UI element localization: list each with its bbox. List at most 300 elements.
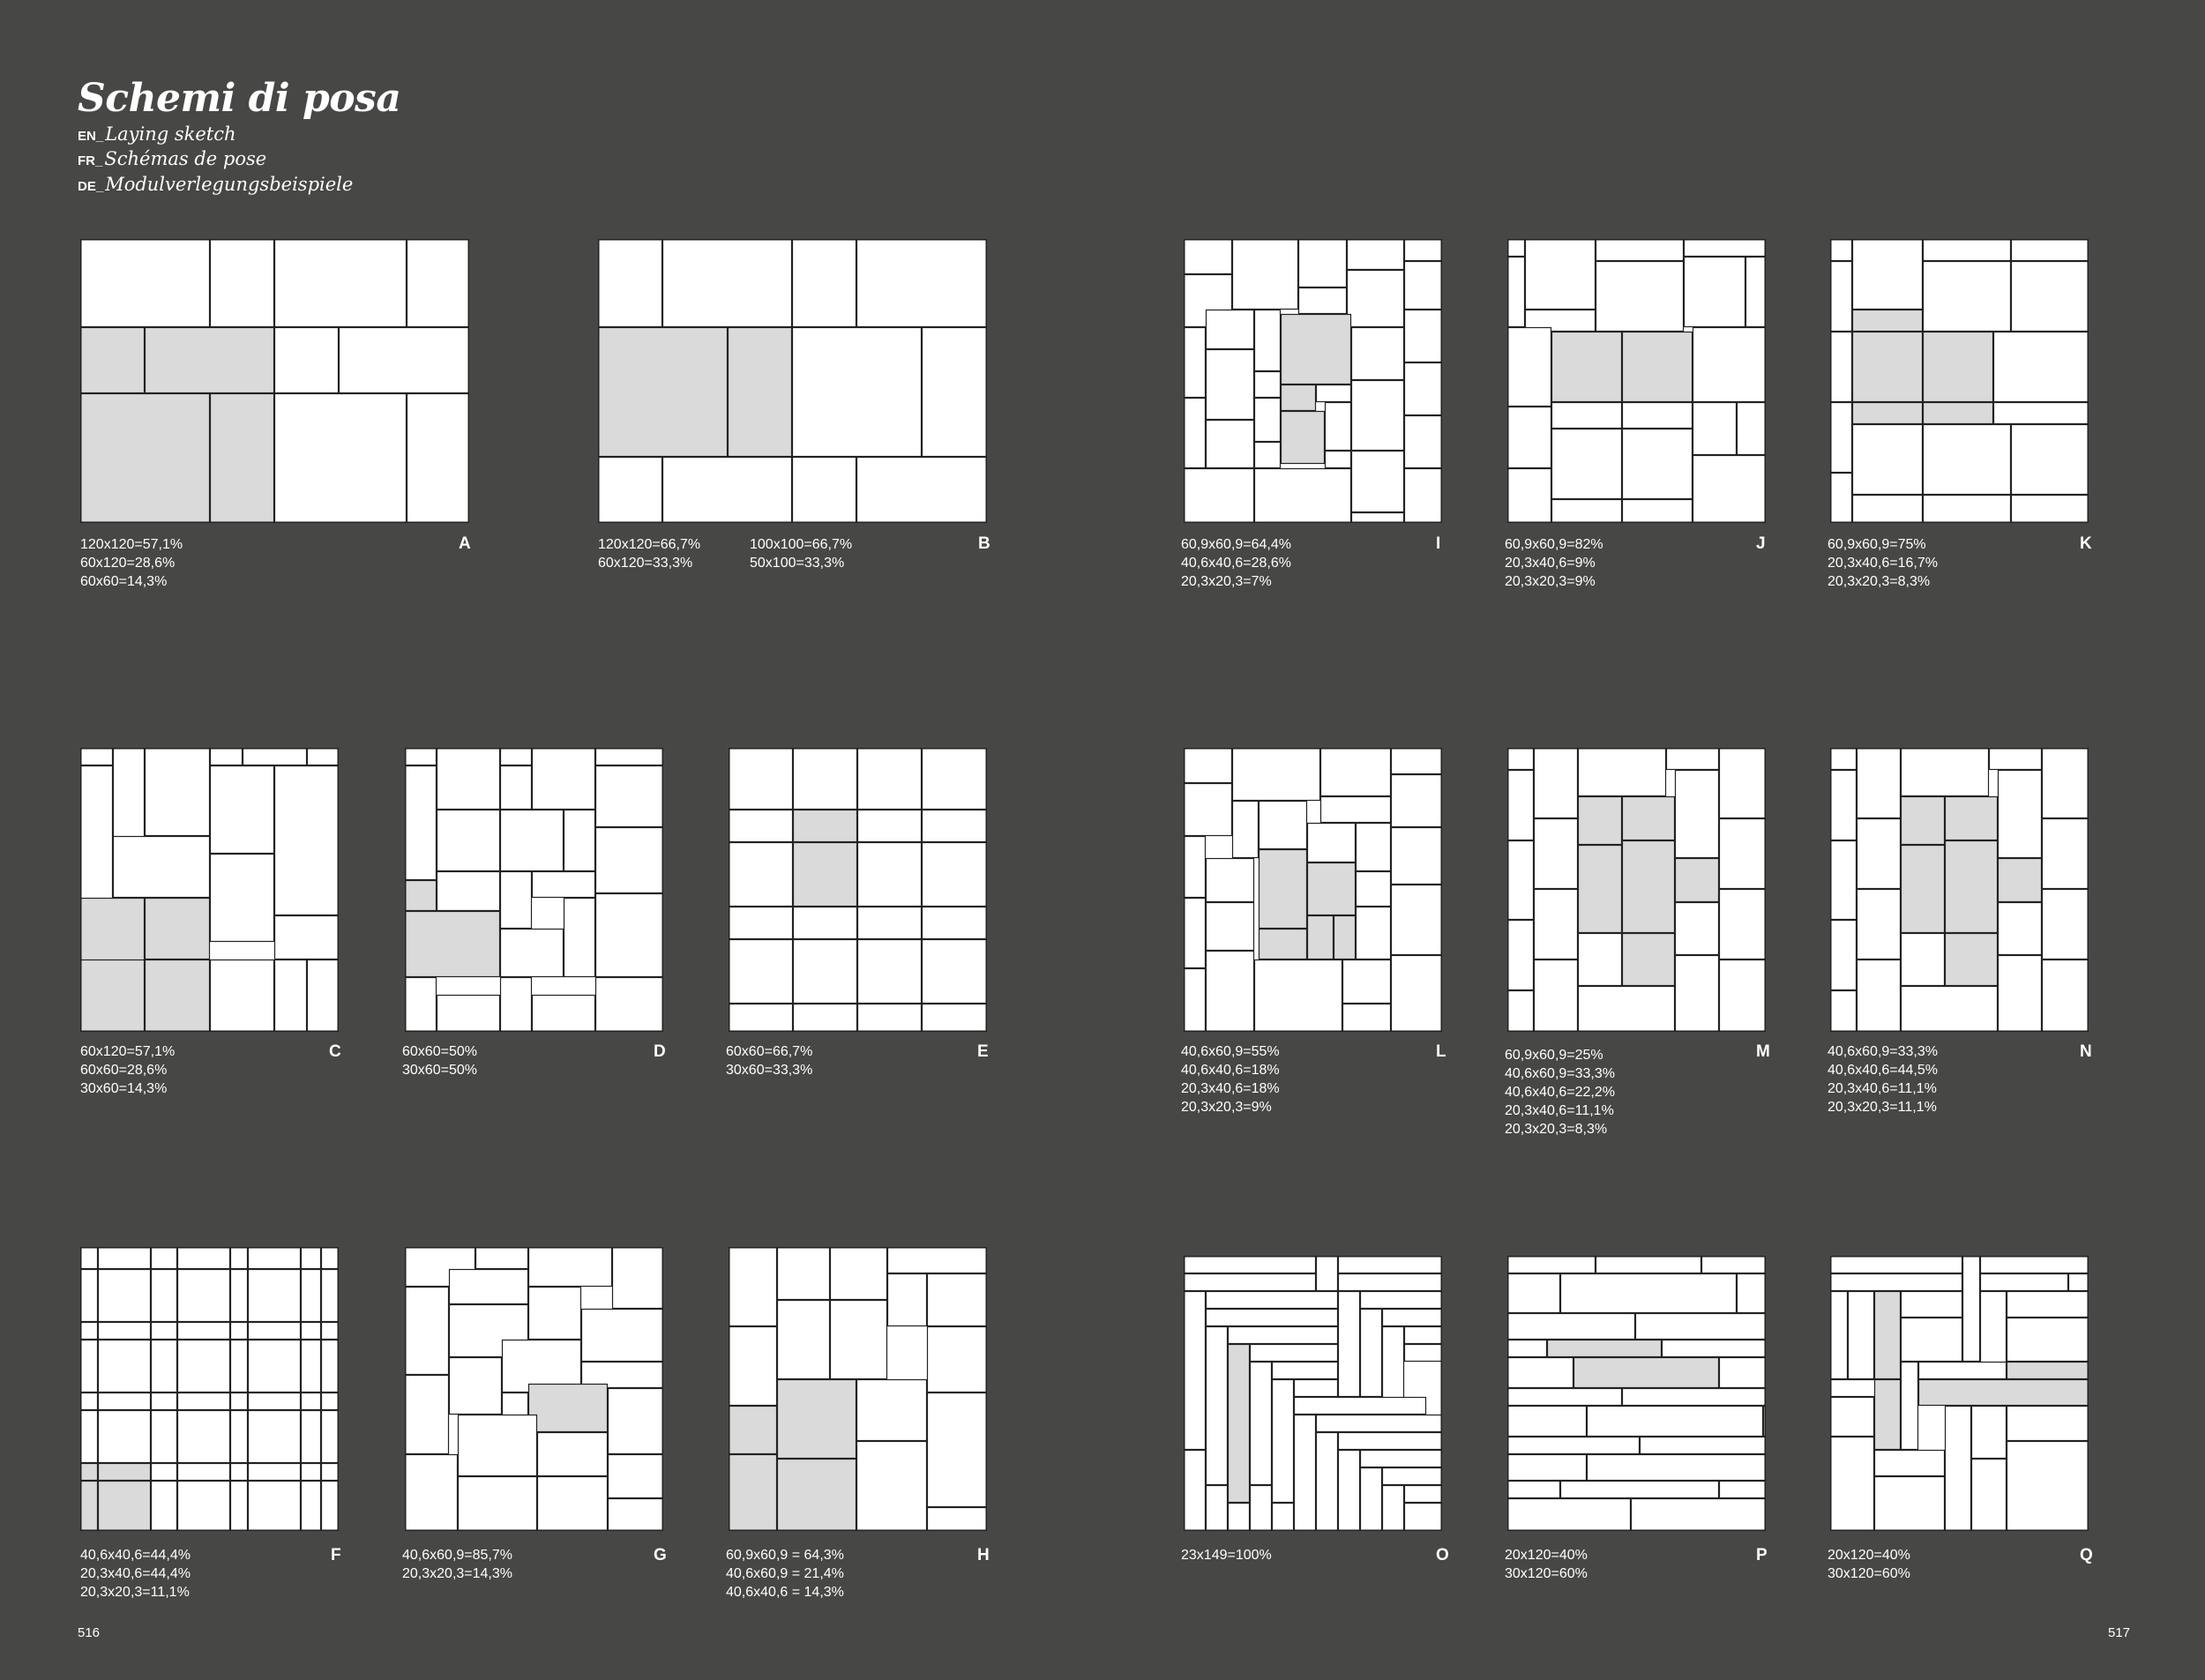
- tile: [857, 240, 987, 327]
- tile: [1185, 399, 1206, 468]
- tile: [1207, 1292, 1338, 1309]
- tile: [2043, 819, 2089, 889]
- tile: [1702, 1257, 1766, 1273]
- tile: [1317, 385, 1351, 402]
- tile: [249, 1323, 301, 1340]
- highlighted-tile: [1623, 797, 1675, 840]
- tile: [1849, 1292, 1874, 1379]
- tile: [778, 1248, 830, 1300]
- caption-line: 40,6x60,9=85,7%: [402, 1548, 512, 1563]
- tile: [1185, 749, 1232, 783]
- tile-pattern: [1830, 1256, 2089, 1531]
- scheme-m-diagram: [1507, 748, 1766, 1032]
- highlighted-tile: [1999, 859, 2042, 902]
- tile: [794, 940, 857, 1004]
- caption-line: 23x149=100%: [1181, 1548, 1272, 1563]
- scheme-h-diagram: [729, 1247, 987, 1531]
- tile-pattern: [80, 1247, 339, 1531]
- scheme-letter: P: [1756, 1546, 1768, 1564]
- tile: [231, 1411, 248, 1463]
- highlighted-tile: [729, 1407, 777, 1454]
- tile: [2007, 1292, 2089, 1318]
- tile: [1405, 240, 1442, 261]
- tile: [1207, 421, 1254, 468]
- tile: [1623, 403, 1693, 429]
- tile: [231, 1393, 248, 1410]
- caption-line: 40,6x40,6=22,2%: [1505, 1085, 1615, 1100]
- tile: [322, 1411, 339, 1463]
- tile: [1831, 1398, 1874, 1437]
- tile: [1357, 872, 1391, 907]
- tile: [729, 1004, 793, 1032]
- caption-line: 20,3x20,3=11,1%: [80, 1585, 190, 1600]
- tile: [1405, 1345, 1442, 1362]
- tile: [1579, 934, 1622, 986]
- tile: [1405, 1504, 1442, 1531]
- tile: [211, 855, 274, 942]
- tile: [1339, 1433, 1442, 1450]
- scheme-letter: H: [977, 1546, 990, 1564]
- tile: [231, 1323, 248, 1340]
- tile-pattern: [1507, 748, 1766, 1032]
- highlighted-tile: [146, 899, 210, 959]
- highlighted-tile: [211, 394, 274, 523]
- tile: [2007, 1442, 2089, 1531]
- tile: [1255, 960, 1342, 1032]
- tile: [1357, 907, 1391, 959]
- tile: [1831, 332, 1852, 402]
- subtitle-en: [78, 123, 236, 145]
- tile: [178, 1323, 230, 1340]
- tile: [923, 810, 987, 842]
- tile: [231, 1340, 248, 1393]
- tile: [1361, 1310, 1382, 1397]
- tile: [1233, 240, 1298, 310]
- tile: [406, 978, 437, 1032]
- highlighted-tile: [1946, 841, 1998, 933]
- tile: [1902, 749, 1989, 796]
- tile: [1857, 819, 1901, 889]
- tile: [1361, 1292, 1442, 1309]
- tile: [1392, 885, 1442, 955]
- tile: [1508, 1389, 1622, 1406]
- tile: [81, 1393, 98, 1410]
- tile: [1596, 240, 1684, 261]
- tile: [322, 1482, 339, 1531]
- tile: [302, 1323, 321, 1340]
- tile: [1831, 841, 1857, 920]
- highlighted-tile: [146, 960, 210, 1032]
- tile: [1317, 1257, 1338, 1291]
- tile: [1185, 328, 1206, 398]
- tile: [1508, 1274, 1560, 1313]
- tile: [501, 872, 532, 929]
- tile: [1663, 1340, 1766, 1357]
- tile: [1308, 824, 1356, 862]
- scheme-k-diagram: [1830, 239, 2089, 523]
- tile: [1693, 328, 1766, 402]
- scheme-letter: N: [2080, 1042, 2092, 1061]
- tile: [529, 1288, 581, 1340]
- highlighted-tile: [1579, 797, 1622, 845]
- scheme-caption: [80, 1546, 191, 1602]
- tile: [2043, 960, 2089, 1032]
- tile: [2012, 496, 2089, 523]
- caption-line: 40,6x40,6=44,4%: [80, 1548, 191, 1563]
- tile: [794, 1004, 857, 1032]
- tile: [407, 240, 469, 327]
- tile: [322, 1323, 339, 1340]
- caption-line: 20,3x40,6=11,1%: [1505, 1103, 1614, 1118]
- tile-pattern: [1507, 239, 1766, 523]
- scheme-caption: [598, 535, 700, 572]
- page-number-right: 517: [2108, 1625, 2131, 1640]
- tile: [1561, 1274, 1737, 1313]
- caption-line: 20,3x20,3=8,3%: [1828, 574, 1931, 589]
- tile: [1561, 1482, 1719, 1498]
- highlighted-tile: [1334, 916, 1356, 959]
- highlighted-tile: [81, 394, 210, 523]
- tile: [1273, 1504, 1294, 1531]
- tile: [308, 960, 339, 1032]
- tile: [1299, 240, 1347, 287]
- tile: [928, 1327, 987, 1393]
- tile: [302, 1464, 321, 1481]
- scheme-b-diagram: [598, 239, 987, 523]
- caption-line: 60,9x60,9=75%: [1828, 537, 1926, 552]
- tile: [178, 1270, 230, 1322]
- highlighted-tile: [1919, 1380, 2089, 1406]
- caption-line: 60x60=28,6%: [80, 1063, 168, 1078]
- tile: [1552, 403, 1622, 429]
- tile: [923, 843, 987, 907]
- tile: [1831, 1274, 1962, 1291]
- tile: [923, 1004, 987, 1032]
- caption-line: 20,3x20,3=11,1%: [1828, 1100, 1937, 1115]
- highlighted-tile: [1623, 332, 1693, 402]
- tile: [793, 458, 856, 523]
- tile: [1831, 403, 1852, 473]
- tile: [2069, 1274, 2089, 1291]
- tile: [249, 1248, 301, 1269]
- tile: [249, 1340, 301, 1393]
- highlighted-tile: [406, 912, 500, 977]
- tile: [1641, 1437, 1766, 1454]
- tile: [450, 1270, 528, 1304]
- tile: [1693, 456, 1766, 523]
- tile: [857, 1380, 927, 1441]
- highlighted-tile: [778, 1380, 856, 1459]
- tile: [1990, 749, 2042, 770]
- tile-pattern: [598, 239, 987, 523]
- tile: [1383, 1486, 1404, 1531]
- tile: [1693, 403, 1737, 455]
- scheme-o-diagram: [1184, 1256, 1442, 1531]
- highlighted-tile: [1282, 412, 1325, 464]
- highlighted-tile: [1579, 846, 1622, 933]
- tile: [152, 1248, 177, 1269]
- tile: [564, 899, 595, 977]
- tile: [99, 1411, 151, 1463]
- tile-pattern: [1507, 1256, 1766, 1531]
- tile: [1352, 328, 1404, 380]
- tile: [596, 766, 663, 827]
- tile: [1972, 1407, 2007, 1459]
- scheme-caption: [1181, 535, 1291, 591]
- highlighted-tile: [1875, 1292, 1901, 1379]
- tile: [406, 766, 437, 880]
- scheme-letter: B: [978, 534, 990, 553]
- tile: [437, 810, 500, 871]
- tile: [211, 240, 274, 327]
- tile: [1853, 240, 1923, 310]
- scheme-caption: [1505, 1046, 1615, 1139]
- caption-line: 20,3x20,3=7%: [1181, 574, 1272, 589]
- tile: [1185, 1451, 1206, 1531]
- tile: [275, 916, 339, 959]
- highlighted-tile: [1259, 850, 1307, 929]
- tile: [1207, 952, 1254, 1032]
- tile: [1685, 258, 1745, 327]
- tile: [1981, 1274, 2068, 1291]
- highlighted-tile: [778, 1460, 856, 1531]
- highlighted-tile: [99, 1464, 151, 1481]
- tile: [1676, 771, 1719, 858]
- tile: [501, 978, 532, 1032]
- tile: [778, 1301, 830, 1379]
- tile: [2007, 1407, 2089, 1441]
- tile: [211, 960, 274, 1032]
- tile: [275, 240, 407, 327]
- caption-line: 60,9x60,9=25%: [1505, 1048, 1603, 1063]
- caption-line: 60,9x60,9 = 64,3%: [726, 1548, 844, 1563]
- tile: [1343, 1004, 1391, 1032]
- tile: [1405, 363, 1442, 415]
- tile: [211, 749, 243, 765]
- tile: [1831, 1257, 1962, 1273]
- tile: [81, 1248, 98, 1269]
- tile: [1508, 749, 1534, 770]
- tile: [1526, 240, 1596, 310]
- tile: [1295, 1398, 1426, 1415]
- tile: [302, 1248, 321, 1269]
- scheme-caption: [1181, 1042, 1280, 1116]
- tile: [729, 810, 793, 842]
- tile: [1902, 987, 1998, 1032]
- tile: [1853, 496, 1923, 523]
- tile: [1999, 956, 2042, 1032]
- tile: [1339, 1274, 1442, 1291]
- tile: [275, 394, 407, 523]
- tile: [1392, 749, 1442, 774]
- caption-line: 20,3x40,6=44,4%: [80, 1566, 191, 1581]
- tile: [81, 240, 210, 327]
- tile: [275, 960, 307, 1032]
- tile: [1259, 802, 1307, 849]
- tile: [599, 458, 662, 523]
- tile: [1508, 1437, 1640, 1454]
- tile: [178, 1340, 230, 1393]
- tile: [1207, 859, 1254, 902]
- tile: [437, 872, 500, 911]
- tile: [923, 749, 987, 810]
- tile: [437, 749, 500, 810]
- tile: [1875, 1477, 1945, 1531]
- scheme-g-diagram: [405, 1247, 663, 1531]
- tile: [1295, 1380, 1338, 1397]
- scheme-caption: [1828, 1042, 1938, 1116]
- tile: [729, 749, 793, 810]
- highlighted-tile: [81, 1482, 98, 1531]
- tile: [928, 1393, 987, 1507]
- caption-line: 30x120=60%: [1505, 1566, 1588, 1581]
- tile: [596, 828, 663, 893]
- tile: [476, 1248, 528, 1269]
- highlighted-tile: [1552, 332, 1622, 402]
- highlighted-tile: [729, 328, 792, 457]
- tile: [1831, 240, 1852, 261]
- caption-line: 40,6x60,9=55%: [1181, 1044, 1280, 1059]
- scheme-letter: O: [1436, 1546, 1449, 1564]
- tile-pattern: [405, 748, 663, 1032]
- tile: [231, 1464, 248, 1481]
- scheme-e-diagram: [729, 748, 987, 1032]
- tile: [406, 1376, 449, 1454]
- tile: [1207, 1327, 1228, 1485]
- caption-line: 20,3x20,3=14,3%: [402, 1566, 512, 1581]
- scheme-l-diagram: [1184, 748, 1442, 1032]
- tile: [501, 930, 564, 977]
- tile: [1255, 469, 1351, 523]
- tile: [1746, 258, 1766, 327]
- highlighted-tile: [599, 328, 728, 457]
- tile: [1361, 1451, 1442, 1467]
- highlighted-tile: [1875, 1380, 1901, 1450]
- tile: [1596, 1257, 1701, 1273]
- tile: [1185, 240, 1232, 274]
- tile: [1392, 828, 1442, 885]
- scheme-letter: J: [1756, 534, 1766, 553]
- tile: [406, 749, 437, 765]
- tile: [114, 837, 210, 898]
- highlighted-tile: [729, 1455, 777, 1531]
- tile: [152, 1340, 177, 1393]
- tile: [340, 328, 469, 393]
- caption-line: 20,3x40,6=9%: [1505, 556, 1596, 571]
- highlighted-tile: [1853, 403, 1923, 424]
- tile: [831, 1248, 887, 1300]
- tile: [1508, 841, 1534, 920]
- highlighted-tile: [1924, 332, 1993, 402]
- tile: [1963, 1257, 1980, 1362]
- scheme-f-diagram: [80, 1247, 339, 1531]
- caption-line: 30x60=33,3%: [726, 1063, 813, 1078]
- tile: [1229, 1327, 1338, 1344]
- caption-line: 60,9x60,9=82%: [1505, 537, 1603, 552]
- tile-pattern: [80, 748, 339, 1032]
- tile-pattern: [729, 748, 987, 1032]
- tile: [1185, 1292, 1206, 1450]
- tile: [857, 458, 987, 523]
- highlighted-tile: [81, 1464, 98, 1481]
- tile-pattern: [1830, 239, 2089, 523]
- tile: [302, 1411, 321, 1463]
- tile: [1535, 749, 1578, 818]
- caption-line: 20,3x20,3=9%: [1505, 574, 1596, 589]
- caption-line: 100x100=66,7%: [750, 537, 853, 552]
- tile: [1508, 328, 1551, 407]
- tile: [1508, 771, 1534, 840]
- highlighted-tile: [1946, 797, 1998, 840]
- highlighted-tile: [81, 328, 145, 393]
- tile: [501, 810, 564, 871]
- tile: [152, 1393, 177, 1410]
- tile: [1508, 407, 1551, 468]
- tile: [1185, 1257, 1316, 1273]
- tile: [1207, 350, 1254, 420]
- tile: [1251, 1345, 1338, 1362]
- tile: [1508, 1482, 1560, 1498]
- highlighted-tile: [2007, 1363, 2089, 1379]
- tile: [1405, 310, 1442, 362]
- scheme-n-diagram: [1830, 748, 2089, 1032]
- tile: [81, 1340, 98, 1393]
- tile: [1251, 1486, 1272, 1531]
- tile: [1185, 899, 1206, 968]
- highlighted-tile: [1924, 403, 1993, 424]
- tile: [1207, 310, 1254, 349]
- tile: [1738, 403, 1766, 455]
- tile: [322, 1248, 339, 1269]
- tile: [1207, 1486, 1228, 1531]
- scheme-letter: E: [977, 1042, 989, 1061]
- tile: [1255, 443, 1281, 468]
- lang-code: FR_: [78, 153, 103, 168]
- tile: [437, 996, 500, 1032]
- tile: [249, 1464, 301, 1481]
- highlighted-tile: [1623, 841, 1675, 933]
- tile: [1207, 1310, 1338, 1326]
- highlighted-tile: [81, 960, 145, 1032]
- caption-line: 40,6x40,6 = 14,3%: [726, 1585, 844, 1600]
- tile: [1831, 771, 1857, 840]
- tile: [1508, 1340, 1547, 1357]
- tile: [2012, 425, 2089, 495]
- tile: [1685, 240, 1766, 257]
- caption-line: 60x60=66,7%: [726, 1044, 813, 1059]
- tile: [533, 749, 595, 810]
- tile: [564, 810, 595, 871]
- caption-line: 60x60=14,3%: [80, 574, 168, 589]
- tile: [275, 328, 339, 393]
- tile: [1348, 240, 1404, 270]
- tile: [1720, 819, 1766, 889]
- tile: [1508, 991, 1534, 1032]
- tile: [1185, 469, 1254, 523]
- tile: [152, 1411, 177, 1463]
- caption-line: 40,6x40,6=28,6%: [1181, 556, 1291, 571]
- tile: [1831, 991, 1857, 1032]
- scheme-caption: [80, 535, 183, 591]
- scheme-letter: L: [1436, 1042, 1446, 1061]
- tile: [1185, 784, 1232, 836]
- tile: [857, 1442, 927, 1531]
- tile: [2012, 262, 2089, 332]
- tile-pattern: [1830, 748, 2089, 1032]
- subtitle-fr: [78, 148, 266, 169]
- tile: [99, 1248, 151, 1269]
- highlighted-tile: [1259, 930, 1307, 959]
